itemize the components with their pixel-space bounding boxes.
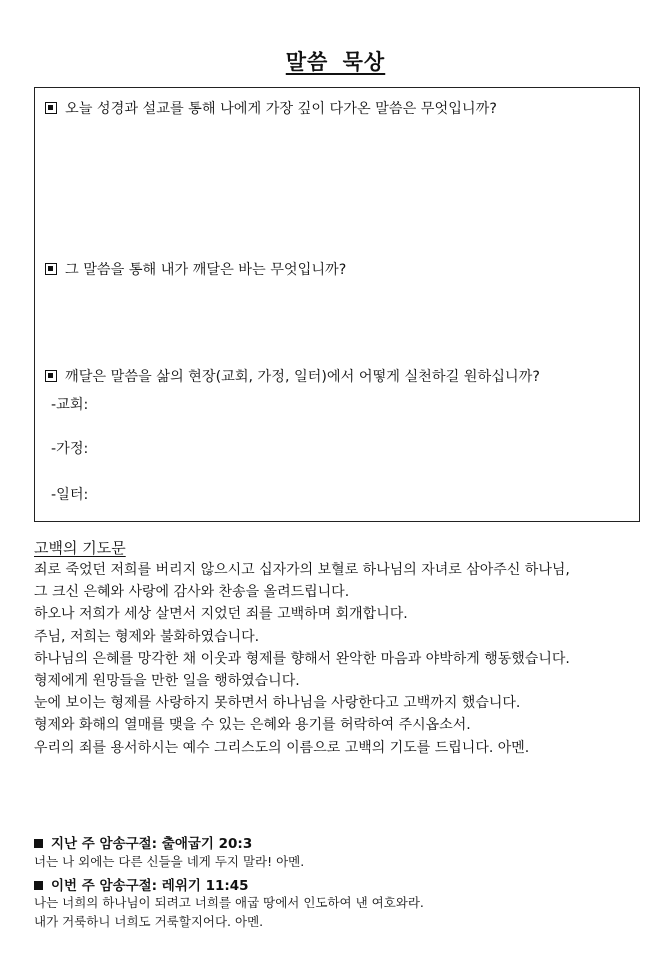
prayer-line: 하나님의 은혜를 망각한 채 이웃과 형제를 향해서 완악한 마음과 야박하게 행동했습니다. [34,650,570,667]
prayer-line: 우리의 죄를 용서하시는 예수 그리스도의 이름으로 고백의 기도를 드립니다. 아멘. [34,739,530,756]
prayer-line: 그 크신 은혜와 사랑에 감사와 찬송을 올려드립니다. [34,584,350,601]
square-bullet-icon [45,370,57,382]
prayer-line: 형제와 화해의 열매를 맺을 수 있는 은혜와 용기를 허락하여 주시옵소서. [34,717,471,734]
question-1 [45,98,497,118]
question-3 [45,366,540,386]
question-2-text: 그 말씀을 통해 내가 깨달은 바는 무엇입니까? [65,262,347,278]
prayer-line: 눈에 보이는 형제를 사랑하지 못하면서 하나님을 사랑한다고 고백까지 했습니다. [34,695,521,712]
square-bullet-icon [45,102,57,114]
practice-home-label: -가정: [51,441,89,457]
page-title: 말씀 묵상 [285,50,386,74]
this-week-memory-heading [34,874,249,894]
last-week-memory-heading [34,832,252,852]
square-bullet-icon [45,263,57,275]
last-week-verse: 너는 나 외에는 다른 신들을 네게 두지 말라! 아멘. [34,854,305,869]
meditation-box [34,87,640,522]
question-3-text: 깨달은 말씀을 삶의 현장(교회, 가정, 일터)에서 어떻게 실천하길 원하십니까? [65,369,540,385]
last-week-memory-label: 지난 주 암송구절: 출애굽기 20:3 [51,836,253,852]
prayer-body [34,559,664,759]
practice-church-label: -교회: [51,397,89,413]
this-week-memory-label: 이번 주 암송구절: 레위기 11:45 [51,878,249,894]
square-bullet-icon [34,839,43,848]
prayer-line: 형제에게 원망들을 만한 일을 행하였습니다. [34,672,300,689]
this-week-verse-line-1: 나는 너희의 하나님이 되려고 너희를 애굽 땅에서 인도하여 낸 여호와라. [34,895,424,910]
practice-work-label: -일터: [51,487,89,503]
question-2 [45,259,346,279]
square-bullet-icon [34,881,43,890]
question-1-text: 오늘 성경과 설교를 통해 나에게 가장 깊이 다가온 말씀은 무엇입니까? [65,101,497,117]
prayer-line: 주님, 저희는 형제와 불화하였습니다. [34,628,260,645]
prayer-line: 하오나 저희가 세상 살면서 지었던 죄를 고백하며 회개합니다. [34,606,408,623]
prayer-title: 고백의 기도문 [34,539,126,557]
this-week-verse-line-2: 내가 거룩하니 너희도 거룩할지어다. 아멘. [34,914,264,929]
prayer-line: 죄로 죽었던 저희를 버리지 않으시고 십자가의 보혈로 하나님의 자녀로 삼아주신 하나님, [34,562,570,578]
